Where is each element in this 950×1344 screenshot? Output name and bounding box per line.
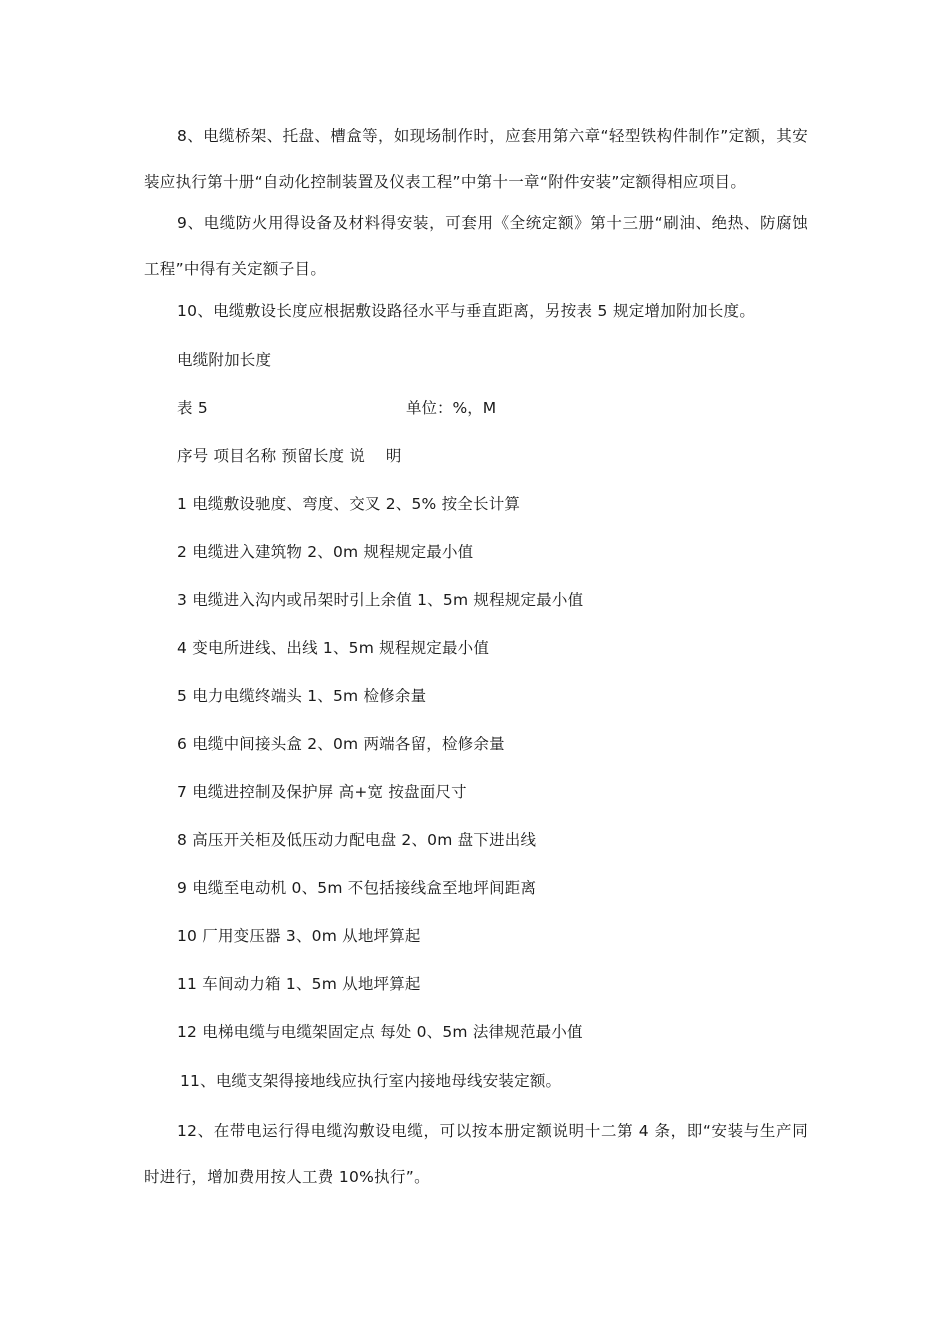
table-label: 表 5 [177, 399, 208, 417]
table-title: 电缆附加长度 [177, 351, 272, 369]
table-row: 5 电力电缆终端头 1、5m 检修余量 [177, 687, 427, 705]
table-row: 3 电缆进入沟内或吊架时引上余值 1、5m 规程规定最小值 [177, 591, 584, 609]
table-row: 6 电缆中间接头盒 2、0m 两端各留，检修余量 [177, 735, 505, 753]
table-row: 4 变电所进线、出线 1、5m 规程规定最小值 [177, 639, 490, 657]
paragraph-12: 12、在带电运行得电缆沟敷设电缆，可以按本册定额说明十二第 4 条，即“安装与生产同时进行，增加费用按人工费 10%执行”。 [144, 1122, 808, 1186]
paragraph-11: 11、电缆支架得接地线应执行室内接地母线安装定额。 [180, 1072, 562, 1090]
table-row: 11 车间动力箱 1、5m 从地坪算起 [177, 975, 421, 993]
table-row: 9 电缆至电动机 0、5m 不包括接线盒至地坪间距离 [177, 879, 537, 897]
paragraph-10: 10、电缆敷设长度应根据敷设路径水平与垂直距离，另按表 5 规定增加附加长度。 [177, 302, 756, 320]
table-row: 8 高压开关柜及低压动力配电盘 2、0m 盘下进出线 [177, 831, 537, 849]
table-row: 10 厂用变压器 3、0m 从地坪算起 [177, 927, 421, 945]
table-row: 12 电梯电缆与电缆架固定点 每处 0、5m 法律规范最小值 [177, 1023, 583, 1041]
paragraph-9: 9、电缆防火用得设备及材料得安装，可套用《全统定额》第十三册“刷油、绝热、防腐蚀工程”中得有关定额子目。 [144, 214, 808, 278]
table-row: 2 电缆进入建筑物 2、0m 规程规定最小值 [177, 543, 474, 561]
table-header: 序号 项目名称 预留长度 说 明 [177, 447, 402, 465]
paragraph-8: 8、电缆桥架、托盘、槽盒等，如现场制作时，应套用第六章“轻型铁构件制作”定额，其安装应执行第十册“自动化控制装置及仪表工程”中第十一章“附件安装”定额得相应项目。 [144, 127, 808, 191]
table-row: 7 电缆进控制及保护屏 高+宽 按盘面尺寸 [177, 783, 467, 801]
table-unit: 单位：%，M [406, 399, 497, 417]
table-row: 1 电缆敷设驰度、弯度、交叉 2、5% 按全长计算 [177, 495, 521, 513]
